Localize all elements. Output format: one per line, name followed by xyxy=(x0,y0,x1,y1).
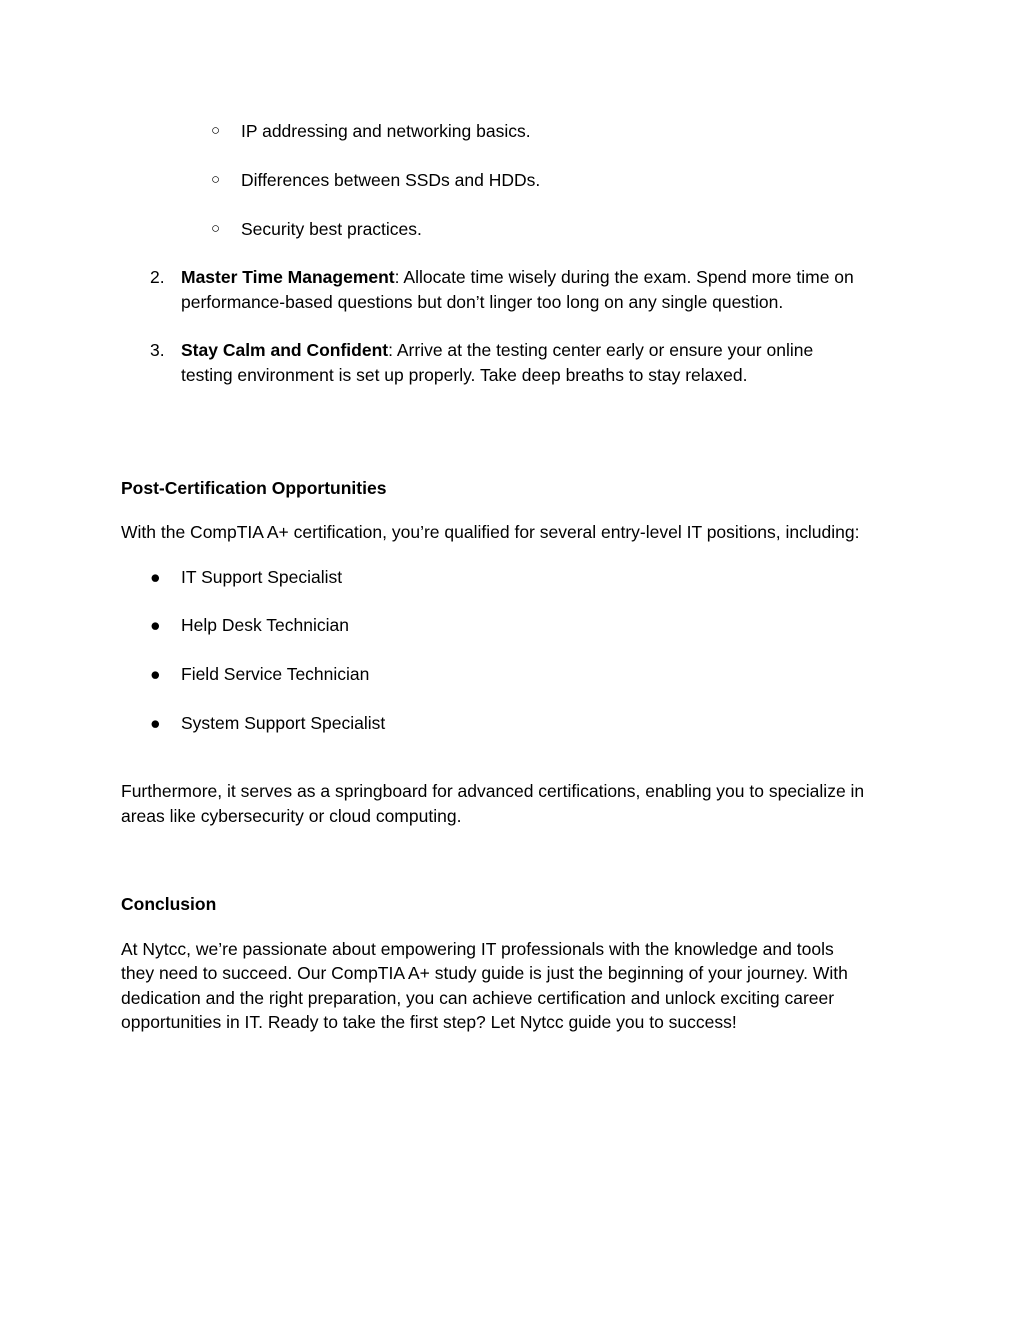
bullet-marker: ● xyxy=(150,615,161,635)
conclusion-line: opportunities in IT. Ready to take the first step? Let Nytcc guide you to success! xyxy=(121,1012,737,1032)
role-item: IT Support Specialist xyxy=(181,567,343,587)
conclusion-line: they need to succeed. Our CompTIA A+ study guide is just the beginning of your journey. With xyxy=(121,963,848,983)
role-item: Help Desk Technician xyxy=(181,615,349,635)
bullet-marker: ● xyxy=(150,567,161,587)
tip-number: 3. xyxy=(150,340,165,360)
bullet-marker: ● xyxy=(150,664,161,684)
sub-bullet-marker: ○ xyxy=(211,122,221,139)
bullet-marker: ● xyxy=(150,713,161,733)
tip-text: : Allocate time wisely during the exam. Spend more time on xyxy=(394,267,854,287)
sub-bullet-marker: ○ xyxy=(211,171,221,188)
section-intro: With the CompTIA A+ certification, you’re qualified for several entry-level IT positions, including: xyxy=(121,522,860,542)
sub-bullet-text: Differences between SSDs and HDDs. xyxy=(241,170,541,190)
tip-title: Stay Calm and Confident xyxy=(181,340,389,360)
tip-text-continued: testing environment is set up properly. Take deep breaths to stay relaxed. xyxy=(181,365,748,385)
role-item: Field Service Technician xyxy=(181,664,370,684)
tip-line xyxy=(181,265,854,290)
tip-text: : Arrive at the testing center early or ensure your online xyxy=(388,340,814,360)
sub-bullet-marker: ○ xyxy=(211,220,221,237)
tip-line xyxy=(181,338,813,363)
sub-bullet-text: Security best practices. xyxy=(241,219,422,239)
conclusion-heading: Conclusion xyxy=(121,894,217,914)
sub-bullet-text: IP addressing and networking basics. xyxy=(241,121,531,141)
tip-text-continued: performance-based questions but don’t linger too long on any single question. xyxy=(181,292,784,312)
tip-title: Master Time Management xyxy=(181,267,395,287)
conclusion-line: At Nytcc, we’re passionate about empowering IT professionals with the knowledge and tools xyxy=(121,939,834,959)
tip-number: 2. xyxy=(150,267,165,287)
paragraph-line: areas like cybersecurity or cloud computing. xyxy=(121,806,462,826)
paragraph-line: Furthermore, it serves as a springboard for advanced certifications, enabling you to specialize in xyxy=(121,781,865,801)
conclusion-line: dedication and the right preparation, you can achieve certification and unlock exciting career xyxy=(121,988,835,1008)
role-item: System Support Specialist xyxy=(181,713,386,733)
section-heading: Post-Certification Opportunities xyxy=(121,478,387,498)
